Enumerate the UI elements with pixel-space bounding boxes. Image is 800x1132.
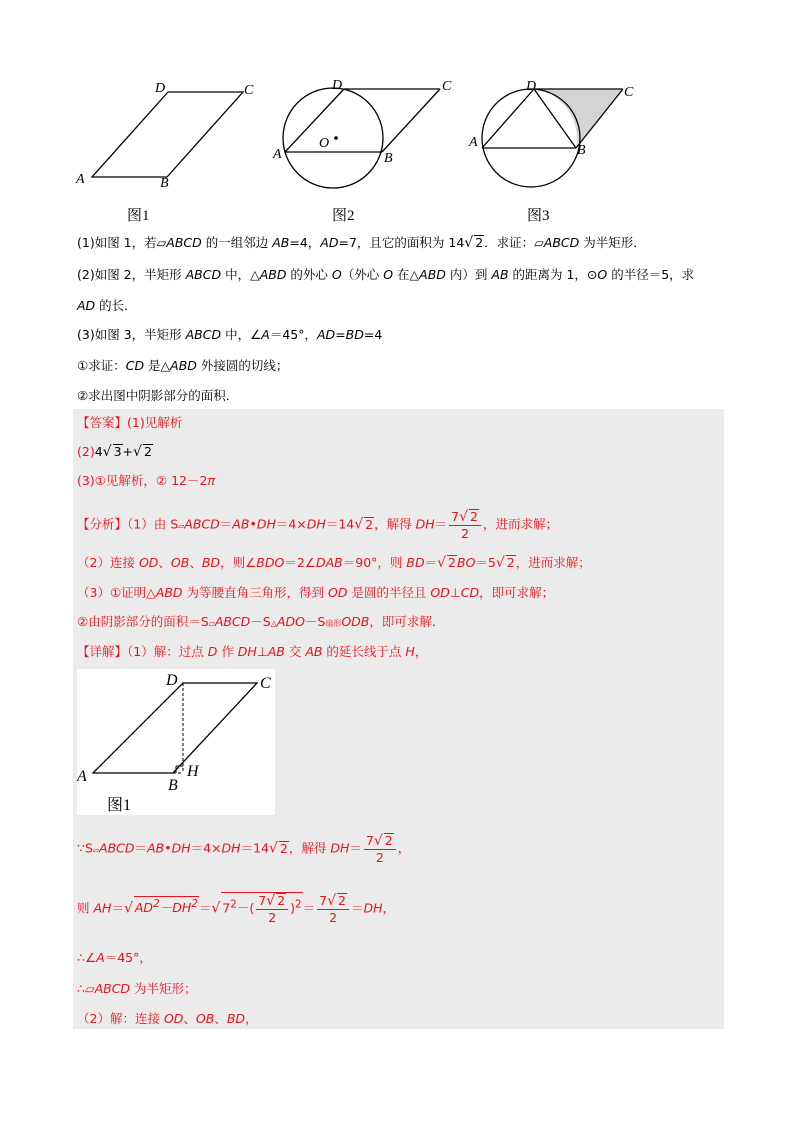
question-part-2-cont: AD 的长． xyxy=(77,298,137,313)
detail-label-d: D xyxy=(166,672,178,689)
fig3-label-a: A xyxy=(469,135,478,150)
figure-2-caption: 图2 xyxy=(332,208,355,224)
question-part-3: (3)如图 3，半矩形 ABCD 中，∠A＝45°，AD=BD=4 xyxy=(77,327,383,342)
figure-3 xyxy=(465,76,665,196)
answer-line-3: (3)①见解析，② 12－2π xyxy=(77,473,215,488)
fig2-label-a: A xyxy=(273,147,282,162)
analysis-line-2: （2）连接 OD、OB、BD，则∠BDO＝2∠DAB＝90°，则 BD＝√ 2BO＝5√ 2，进而求解； xyxy=(77,555,591,571)
fig2-label-o: O xyxy=(319,136,330,151)
detail-figure-caption: 图1 xyxy=(107,797,132,814)
question-part-1: (1)如图 1，若▱ABCD 的一组邻边 AB=4，AD=7，且它的面积为 14√ 2．求证：▱ABCD 为半矩形． xyxy=(77,235,646,251)
answer-line-2: (2)4√ 3+√ 2 xyxy=(77,444,152,460)
analysis-line-4: ②由阴影部分的面积＝S▱ABCD－S△ADO－S扇形ODB，即可求解． xyxy=(77,614,445,629)
fig2-label-c: C xyxy=(442,79,452,94)
detail-line-1: 【详解】（1）解：过点 D 作 DH⊥AB 交 AB 的延长线于点 H， xyxy=(77,644,428,659)
solution-line-3: ∴∠A＝45°， xyxy=(77,950,152,965)
figure-2 xyxy=(270,76,470,196)
fig1-label-b: B xyxy=(160,176,169,191)
answer-line-1: 【答案】(1)见解析 xyxy=(77,415,183,430)
figure-1-caption: 图1 xyxy=(127,208,150,224)
fig1-label-c: C xyxy=(244,83,254,98)
detail-label-h: H xyxy=(187,763,199,780)
detail-label-b: B xyxy=(168,777,178,794)
question-part-3a: ①求证：CD 是△ABD 外接圆的切线； xyxy=(77,358,289,373)
analysis-line-1: 【分析】（1）由 S▱ABCD＝AB•DH＝4×DH＝14√ 2，解得 DH＝ $\frac{7√ 2}{2}$ ，进而求解； xyxy=(77,509,558,541)
fig3-label-d: D xyxy=(526,79,537,94)
figure-1 xyxy=(70,76,270,191)
detail-figure-1 xyxy=(77,669,275,815)
figure-2-svg xyxy=(270,76,470,196)
detail-label-c: C xyxy=(260,675,271,692)
figure-3-svg xyxy=(465,76,665,196)
figure-3-caption: 图3 xyxy=(527,208,550,224)
fig3-label-c: C xyxy=(624,85,634,100)
detail-label-a: A xyxy=(77,768,87,785)
solution-line-1: ∵S▱ABCD＝AB•DH＝4×DH＝14√ 2，解得 DH＝ $\frac{7√ 2}{2}$ ， xyxy=(77,833,411,865)
fig3-label-b: B xyxy=(577,143,586,158)
analysis-line-3: （3）①证明△ABD 为等腰直角三角形，得到 OD 是圆的半径且 OD⊥CD，即可求解； xyxy=(77,585,555,600)
detail-figure-1-svg xyxy=(77,669,275,815)
question-part-3b: ②求出图中阴影部分的面积． xyxy=(77,388,239,403)
solution-line-5: （2）解：连接 OD、OB、BD， xyxy=(77,1011,258,1026)
fig2-label-b: B xyxy=(384,151,393,166)
fig1-label-d: D xyxy=(155,81,166,96)
solution-line-4: ∴▱ABCD 为半矩形； xyxy=(77,981,197,996)
fig2-label-d: D xyxy=(332,78,343,93)
figure-1-svg xyxy=(70,76,270,191)
solution-line-2: 则 AH＝√ $AD^2-DH^2=√$ $7^2-$( $\frac{7√ 2}{2}$ )$^2$＝ $\frac{7√ 2}{2}$ ＝DH， xyxy=(77,893,396,925)
question-part-2: (2)如图 2，半矩形 ABCD 中，△ABD 的外心 O（外心 O 在△ABD 内）到 AB 的距离为 1，⊙O 的半径＝5，求 xyxy=(77,267,695,282)
fig1-label-a: A xyxy=(76,172,85,187)
